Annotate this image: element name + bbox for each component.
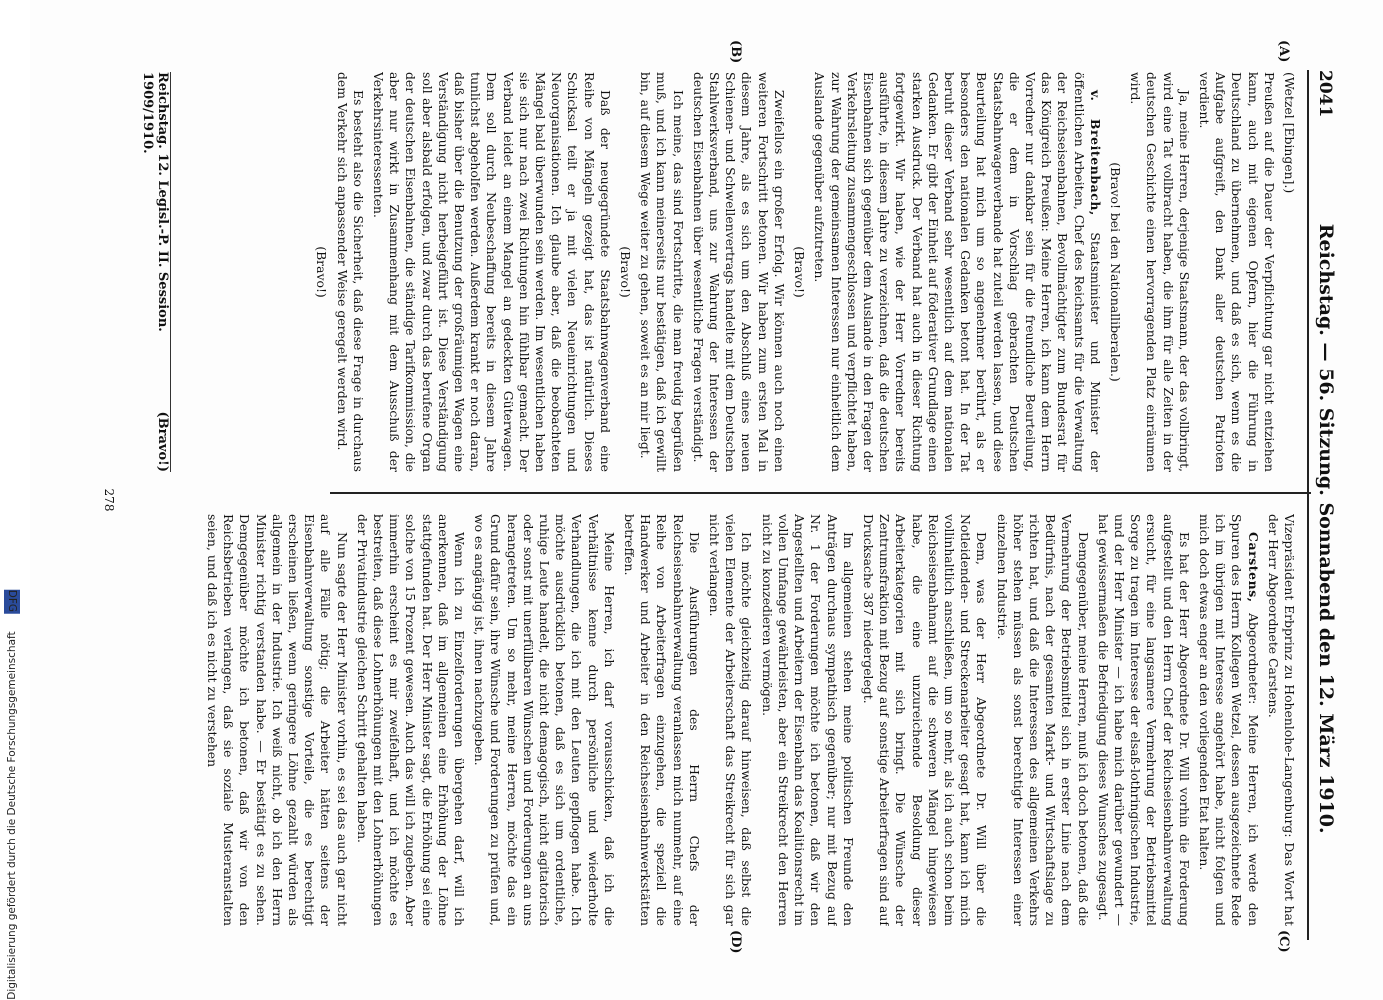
paragraph: Vizepräsident Erbprinz zu Hohenlohe-Langenburg: Das Wort hat der Herr Abgeordnete Carstens. xyxy=(1265,514,1297,926)
running-head-left: 2041 xyxy=(1315,70,1335,118)
speaker-name: Carstens, xyxy=(1245,532,1261,603)
paragraph: Es besteht also die Sicherheit, daß diese Frage in durchaus dem Verkehr sich anpassender Weise geregelt werden wird. xyxy=(334,72,366,472)
paragraph: Es hat der Herr Abgeordnete Dr. Will vorhin die Forderung aufgestellt und den Herrn Chef der Reichseisenbahnverwaltung ersucht, für eine langsamere Vermehrung der Betriebsmittel Sorge zu tragen im Interesse der elsaß-lothringischen Industrie, und der Herr Minister — ich habe mich darüber gewundert — hat gewissermaßen die Befriedigung dieses Wunsches zugesagt. xyxy=(1095,514,1192,926)
stage-direction: (Bravo!) xyxy=(314,246,330,298)
page-number: 278 xyxy=(102,488,116,512)
paragraph: Meine Herren, ich darf vorausschicken, daß ich die Verhältnisse kenne durch persönliche und wiederholte Verhandlungen, die ich mit den Leuten gepflogen habe. Ich möchte ausdrücklich betonen, daß es sich um ordentliche, ruhige Leute handelt, die nicht demagogisch, nicht agitatorisch oder sonst mit unerfüllbaren Wünschen und Forderungen an uns herangetreten. Um so mehr, meine Herren, möchte das ein Grund dafür sein, ihre Wünsche und Forderungen zu prüfen und, wo es angängig ist, ihnen nachzugeben. xyxy=(472,514,617,926)
speaker-paragraph xyxy=(811,72,1103,472)
margin-letter-c: (C) xyxy=(1276,930,1291,953)
stage-direction: (Bravo! bei den Nationalliberalen.) xyxy=(1107,162,1123,382)
footer-session: Reichstag. 12. Legisl.-P. II. Session. 1909/1910. xyxy=(140,72,170,332)
paragraph: Ich meine, das sind Fortschritte, die man freudig begrüßen muß, und ich kann meinerseits nur bestätigen, daß ich gewillt bin, auf diesem Wege weiter zu gehen, soweit es an mir liegt. xyxy=(638,72,686,472)
document-page xyxy=(30,0,1383,1000)
speaker-text: Abgeordneter: Meine Herren, ich werde den Spuren des Herrn Kollegen Wetzel, dessen ausgezeichnete Rede ich im übrigen mit Interesse angehört habe, nicht folgen und mich doch etwas enger an den vorliegenden Etat halten. xyxy=(1196,514,1261,926)
paragraph: Ja, meine Herren, derjenige Staatsmann, der das vollbringt, wird eine Tat vollbracht haben, die ihm für alle Zeiten in der deutschen Geschichte einen hervorragenden Platz einräumen wird. xyxy=(1128,72,1192,472)
digitization-text: Digitalisierung gefördert durch die Deutsche Forschungsgemeinschaft xyxy=(6,631,18,1000)
page-footer xyxy=(140,72,170,472)
paragraph: Wenn ich zu Einzelforderungen übergehen darf, will ich anerkennen, daß im allgemeinen eine Erhöhung der Löhne stattgefunden hat. Der Herr Minister sagt, die Erhöhung sei eine solche von 15 Prozent gewesen. Auch das will ich zugeben. Aber immerhin erscheint es mir zweifelhaft, und ich möchte es bestreiten, daß diese Lohnerhöhungen mit den Lohnerhöhungen der Privatindustrie gleichen Schritt gehalten haben. xyxy=(354,514,468,926)
paragraph: Daß der neugegründete Staatsbahnwagenverband eine Reihe von Mängeln gezeigt hat, das ist natürlich. Dieses Schicksal teilt er ja mit vielen Neueinrichtungen und Neuorganisationen. Ich glaube aber, daß die beobachteten Mängel bald überwunden sein werden. Im wesentlichen haben sie sich nur nach zwei Richtungen hin fühlbar gemacht. Der Verband leidet an einem Mangel an gedeckten Güterwagen. Dem soll durch Neubeschaffung bereits in diesem Jahre tunlichst abgeholfen werden. Außerdem krankt er noch daran, daß bisher über die Benutzung der großräumigen Wagen eine Verständigung nicht herbeigeführt ist. Diese Verständigung soll aber alsbald erfolgen, und zwar durch das berufene Organ der deutschen Eisenbahnen, die ständige Tarifkommission, die aber nur wirkt in Zusammenhang mit dem Ausschuß der Verkehrsinteressenten. xyxy=(371,72,613,472)
column-divider xyxy=(330,492,1311,494)
speaker-name: v. Breitenbach, xyxy=(1087,90,1103,216)
margin-letter-b: (B) xyxy=(728,40,743,64)
paragraph: Ich möchte gleichzeitig darauf hinweisen, daß selbst die vielen Elemente der Arbeiterschaft das Streikrecht für sich gar nicht verlangen. xyxy=(707,514,755,926)
scanned-page xyxy=(30,0,1383,1000)
stage-direction: (Bravo!) xyxy=(792,246,808,298)
margin-letter-d: (D) xyxy=(728,930,743,954)
paragraph: Preußen auf die Dauer der Verpflichtung gar nicht entziehen kann, auch mit eigenen Opfern, hier die Führung in Deutschland zu übernehmen, und daß es sich, wenn es die Aufgabe aufgreift, den Dank aller deutschen Patrioten verdient. xyxy=(1196,72,1277,472)
paragraph: Die Ausführungen des Herrn Chefs der Reichseisenbahnverwaltung veranlassen mich nunmehr, auf eine Reihe von Arbeiterfragen einzugehen, die speziell die Handwerker und Arbeiter in den Reichseisenbahnwerkstätten betreffen. xyxy=(622,514,702,926)
speaker-paragraph xyxy=(1196,514,1261,926)
paragraph: Nun sagte der Herr Minister vorhin, es sei das auch gar nicht auf alle Fälle nötig; die Arbeiter hätten seitens der Eisenbahnverwaltung sonstige Vorteile, die es berechtigt erscheinen ließen, wenn geringere Löhne gezahlt würden als allgemein in der Industrie. Ich weiß nicht, ob ich den Herrn Minister richtig verstanden habe. — Er bestätigt es zu sehen. Demgegenüber möchte ich betonen, daß wir von den Reichsbetrieben verlangen, daß sie soziale Musteranstalten seien, und daß ich es nicht zu verstehen xyxy=(205,514,350,926)
running-head xyxy=(1307,70,1349,940)
speaker-text: Staatsminister und Minister der öffentlichen Arbeiten, Chef des Reichsamts für die Verwaltung der Reichseisenbahnen, Bevollmächtigter zum Bundesrat für das Königreich Preußen: Meine Herren, ich kann dem Herrn Vorredner nur dankbar sein für die freundliche Beurteilung, die er dem in Vorschlag gebrachten Deutschen Staatsbahnwagenverbande hat zuteil werden lassen, und diese Beurteilung hat mich um so angenehmer berührt, als er besonders den nationalen Gedanken betont hat. In der Tat beruht dieser Verband sehr wesentlich auf dem nationalen Gedanken. Er gibt der Einheit auf föderativer Grundlage einen starken Ausdruck. Der Verband hat auch in dieser Richtung fortgewirkt. Wir haben, wie der Herr Vorredner bereits ausführte, in diesem Jahre zu verzeichnen, daß die deutschen Eisenbahnen sich gegenüber dem Auslande in den Fragen der Verkehrsleitung zusammengeschlossen und verpflichtet haben, zur Wahrung der gemeinsamen Interessen nur einheitlich dem Auslande gegenüber aufzutreten. xyxy=(812,72,1103,472)
margin-letter-a: (A) xyxy=(1276,40,1291,63)
paragraph: Demgegenüber, meine Herren, muß ich doch betonen, daß die Vermehrung der Betriebsmittel sich in erster Linie nach dem Bedürfnis, nach der gesamten Markt- und Wirtschaftslage zu richten hat, und daß die Interessen des allgemeinen Verkehrs höher stehen müssen als sonst berechtigte Interessen einer einzelnen Industrie. xyxy=(994,514,1091,926)
paragraph: Zweifellos ein großer Erfolg. Wir können auch noch einen weiteren Fortschritt betonen. Wir haben zum ersten Mal in diesem Jahre, als es sich um den Abschluß eines neuen Schienen- und Schwellenvertrags handelte mit dem Deutschen Stahlwerksverband, uns zur Wahrung der Interessen der deutschen Eisenbahnen über wesentliche Fragen verständigt. xyxy=(690,72,787,472)
footer-rule xyxy=(170,72,171,472)
left-column xyxy=(180,72,1297,472)
running-head-title: Reichstag. — 56. Sitzung. Sonnabend den 12. März 1910. xyxy=(1315,223,1337,834)
digitization-note xyxy=(0,0,24,1000)
stage-direction: (Bravo!) xyxy=(618,246,634,298)
footer-applause: (Bravo!) xyxy=(155,411,170,472)
paragraph: Im allgemeinen stehen meine politischen Freunde den Anträgen durchaus sympathisch gegenüber; nur mit Bezug auf Nr. 1 der Forderungen möchte ich betonen, daß wir den Angestellten und Arbeitern der Eisenbahn das Koalitionsrecht im vollen Umfange gewährleisten, aber ein Streikrecht den Herren nicht zu konzedieren vermögen. xyxy=(759,514,856,926)
dfg-logo-icon: DFG xyxy=(6,590,18,613)
paragraph: (Wetzel [Ebingen].) xyxy=(1282,72,1297,194)
right-column xyxy=(180,514,1297,926)
paragraph: Dem, was der Herr Abgeordnete Dr. Will über die Notleidenden- und Streckenarbeiter gesagt hat, kann ich mich vollinhaltlich anschließen, um so mehr, als ich auch schon beim Reichseisenbahnamt auf die schweren Mängel hingewiesen habe, die eine unzureichende Besoldung dieser Arbeiterkategorien mit sich bringt. Die Wünsche der Zentrumsfraktion mit Bezug auf sonstige Arbeiterfragen sind auf Drucksache 387 niedergelegt. xyxy=(860,514,990,926)
